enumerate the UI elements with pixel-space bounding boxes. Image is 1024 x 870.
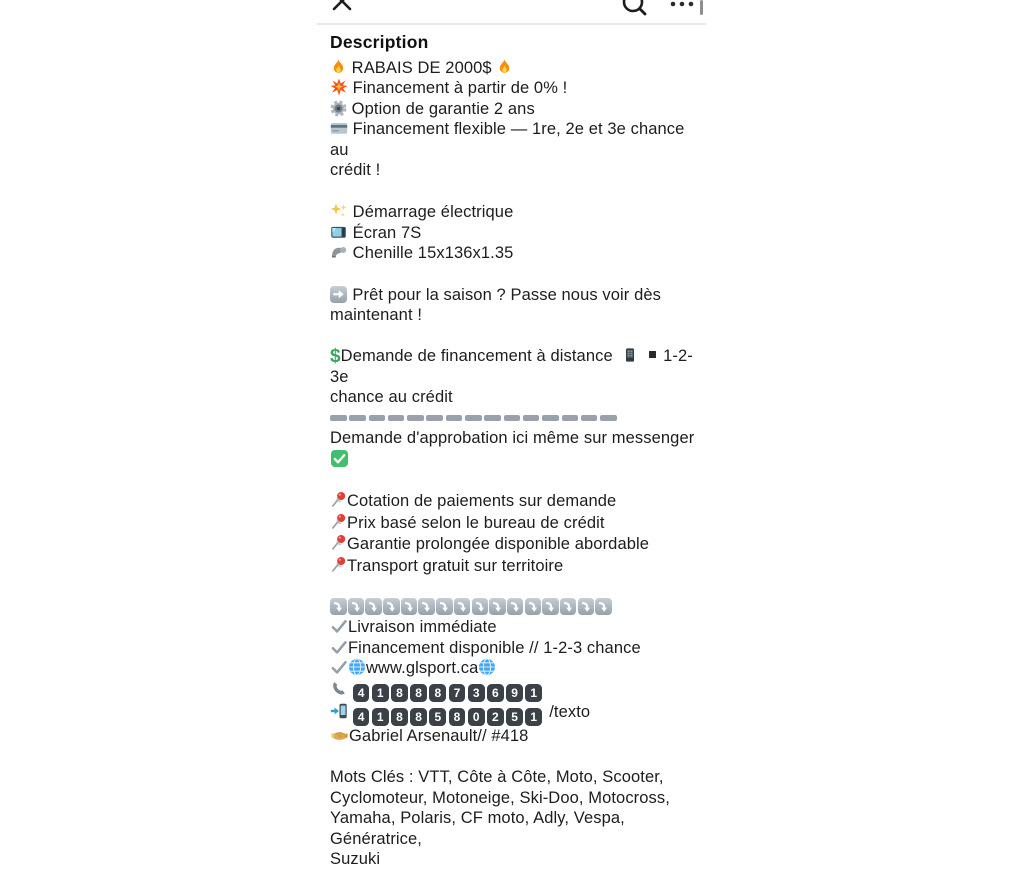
keycap-digit-icon: 8: [391, 708, 408, 726]
keycap-digit-icon: 8: [410, 708, 427, 726]
description-line: [330, 597, 696, 618]
description-body: [330, 57, 696, 870]
down-arrow-icon: [418, 598, 435, 615]
description-line: [330, 305, 696, 326]
text-segment: Yamaha, Polaris, CF moto, Adly, Vespa, Génératrice,: [330, 809, 630, 848]
gear-icon: [330, 100, 347, 117]
description-line: [330, 201, 696, 223]
minus-icon: [562, 415, 579, 421]
minus-icon: [523, 415, 540, 421]
down-arrow-icon: [383, 598, 400, 615]
divider: [317, 23, 706, 25]
description-line: [330, 57, 696, 79]
minus-icon: [426, 415, 443, 421]
sparkles-icon: [330, 201, 348, 220]
fire-icon: [496, 57, 513, 76]
description-line: [330, 767, 696, 788]
text-segment: RABAIS DE 2000$: [347, 58, 497, 77]
mobile-phone-icon: [622, 346, 638, 364]
text-segment: Financement flexible — 1re, 2e et 3e chance au: [330, 120, 690, 159]
text-segment: Chenille 15x136x1.35: [348, 244, 514, 263]
text-segment: Financement disponible // 1-2-3 chance: [348, 638, 641, 657]
blank-line: [330, 576, 696, 597]
text-segment: 1-2-3e: [330, 347, 693, 386]
keycap-digit-icon: 5: [506, 708, 523, 726]
minus-icon: [407, 415, 424, 421]
text-segment: Cotation de paiements sur demande: [347, 491, 617, 510]
down-arrow-icon: [489, 598, 506, 615]
down-arrow-icon: [525, 598, 542, 615]
keycap-digit-icon: 7: [449, 684, 466, 702]
keycap-digit-icon: 4: [353, 708, 370, 726]
text-segment: Demande d'approbation ici même sur messenger: [330, 429, 695, 448]
keycap-number: [353, 680, 545, 701]
fire-icon: [330, 57, 347, 76]
keycap-digit-icon: 9: [506, 684, 523, 702]
keycap-digit-icon: 1: [372, 708, 389, 726]
keycap-digit-icon: 2: [487, 708, 504, 726]
description-line: [330, 99, 696, 120]
text-segment: Option de garantie 2 ans: [347, 99, 535, 118]
text-segment: Suzuki: [330, 850, 381, 869]
description-line: [330, 555, 696, 577]
description-line: [330, 160, 696, 181]
down-arrow-icon: [348, 598, 365, 615]
keycap-digit-icon: 8: [410, 684, 427, 702]
check-icon: [330, 659, 348, 676]
minus-icon: [446, 415, 463, 421]
minus-icon: [388, 415, 405, 421]
text-segment: Financement à partir de 0% !: [348, 79, 568, 98]
text-segment: /texto: [544, 703, 591, 722]
text-segment: Démarrage électrique: [348, 203, 514, 222]
description-line: [330, 658, 696, 679]
down-arrow-icon: [472, 598, 489, 615]
description-line: [330, 78, 696, 99]
green-check-icon: [331, 450, 348, 467]
listing-description-panel: [317, 0, 706, 869]
text-segment: Livraison immédiate: [348, 618, 497, 637]
minus-icon: [484, 415, 501, 421]
keycap-digit-icon: 1: [372, 684, 389, 702]
description-line: [330, 808, 696, 849]
minus-icon: [330, 415, 347, 421]
description-line: [330, 428, 696, 469]
description-line: [330, 408, 696, 429]
down-arrow-icon: [507, 598, 524, 615]
text-segment: [348, 680, 353, 698]
pushpin-icon: [330, 533, 347, 552]
keycap-digit-icon: 8: [449, 708, 466, 726]
collision-icon: [330, 78, 348, 96]
blank-line: [330, 181, 696, 202]
text-segment: Prix basé selon le bureau de crédit: [347, 513, 605, 532]
description-line: [330, 533, 696, 555]
tv-icon: [330, 224, 348, 241]
description-line: [330, 849, 696, 870]
description-line: [330, 243, 696, 264]
text-segment: Mots Clés : VTT, Côte à Côte, Moto, Scooter,: [330, 768, 664, 786]
text-segment: chance au crédit: [330, 388, 453, 407]
down-arrow-icon: [560, 598, 577, 615]
text-segment: Transport gratuit sur territoire: [347, 556, 564, 575]
description-line: [330, 387, 696, 408]
top-bar: [317, 0, 706, 23]
pushpin-icon: [330, 490, 347, 509]
blank-line: [330, 746, 696, 767]
right-arrow-icon: [330, 286, 347, 303]
blank-line: [330, 326, 696, 347]
blank-line: [330, 264, 696, 285]
minus-icon: [349, 415, 366, 421]
down-arrow-icon: [365, 598, 382, 615]
description-line: [330, 679, 696, 703]
text-segment: [638, 347, 647, 365]
description-line: [330, 119, 696, 160]
minus-icon: [369, 415, 386, 421]
more-options-icon[interactable]: [669, 0, 697, 8]
keycap-digit-icon: 1: [525, 684, 542, 702]
description-line: [330, 702, 696, 726]
keycap-digit-icon: 3: [468, 684, 485, 702]
down-arrow-icon: [454, 598, 471, 615]
text-segment: Prêt pour la saison ? Passe nous voir dès: [347, 285, 661, 304]
phone-arrow-icon: [330, 702, 348, 720]
description-line: [330, 617, 696, 638]
down-arrow-icon: [330, 598, 347, 615]
text-segment: Écran 7S: [348, 223, 422, 242]
keycap-digit-icon: 4: [353, 684, 370, 702]
text-segment: crédit !: [330, 161, 381, 180]
down-arrow-icon: [595, 598, 612, 615]
phone-icon: [330, 679, 348, 697]
down-arrow-icon: [401, 598, 418, 615]
blank-line: [330, 469, 696, 490]
text-segment: Gabriel Arsenault// #418: [349, 726, 529, 745]
description-line: [330, 223, 696, 244]
text-segment: www.glsport.ca: [366, 659, 479, 678]
keycap-digit-icon: 8: [429, 684, 446, 702]
page-title: Description: [330, 31, 429, 52]
minus-icon: [600, 415, 617, 421]
down-arrow-icon: [542, 598, 559, 615]
globe-icon: [478, 658, 496, 676]
description-line: [330, 788, 696, 809]
description-line: [330, 726, 696, 747]
minus-icon: [581, 415, 598, 421]
keycap-digit-icon: 6: [487, 684, 504, 702]
minus-icon: [465, 415, 482, 421]
handshake-icon: [330, 727, 349, 744]
text-segment: Cyclomoteur, Motoneige, Ski-Doo, Motocross,: [330, 788, 670, 807]
pushpin-icon: [330, 555, 347, 574]
close-icon[interactable]: [330, 0, 354, 13]
description-line: [330, 490, 696, 512]
keycap-number: [353, 703, 545, 724]
text-segment: [348, 703, 353, 721]
credit-card-icon: [330, 119, 348, 137]
keycap-digit-icon: 1: [525, 708, 542, 726]
mechanical-arm-icon: [330, 243, 348, 261]
down-arrow-icon: [436, 598, 453, 615]
description-line: $Demande de financement à distance 1-2-3e: [330, 346, 693, 386]
description-line: [330, 512, 696, 534]
globe-icon: [348, 658, 366, 676]
down-arrow-icon: [578, 598, 595, 615]
text-segment: Demande de financement à distance: [340, 347, 623, 366]
scrollbar-thumb[interactable]: [700, 0, 703, 15]
black-square-icon: [649, 351, 656, 358]
check-icon: [330, 618, 348, 635]
keycap-digit-icon: 8: [391, 684, 408, 702]
minus-icon: [542, 415, 559, 421]
description-line: [330, 285, 696, 306]
keycap-digit-icon: 0: [468, 708, 485, 726]
text-segment: Garantie prolongée disponible abordable: [347, 535, 650, 554]
minus-icon: [504, 415, 521, 421]
search-icon[interactable]: [620, 0, 648, 18]
keycap-digit-icon: 5: [429, 708, 446, 726]
description-line: [330, 638, 696, 659]
check-icon: [330, 639, 348, 656]
text-segment: maintenant !: [330, 306, 423, 325]
pushpin-icon: [330, 512, 347, 531]
